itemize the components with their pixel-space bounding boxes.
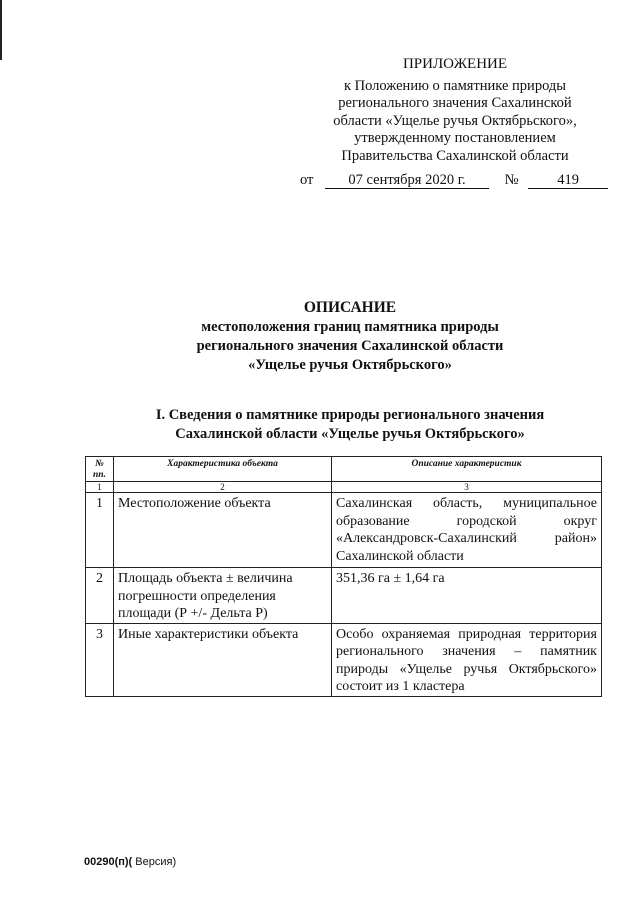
appendix-line: Правительства Сахалинской области xyxy=(341,147,569,164)
decree-reference xyxy=(300,172,608,189)
row-number: 1 xyxy=(86,493,114,568)
appendix-line: утвержденному постановлением xyxy=(354,130,556,146)
index-cell: 3 xyxy=(332,482,602,493)
appendix-title: ПРИЛОЖЕНИЕ xyxy=(402,56,508,72)
appendix-line: регионального значения Сахалинской xyxy=(338,95,572,111)
footer-code: 00290(п)( xyxy=(84,856,133,868)
header-number: № пп. xyxy=(86,457,114,482)
appendix-line: области «Ущелье ручья Октябрьского», xyxy=(333,112,577,129)
table-row xyxy=(86,623,602,696)
decree-date: 07 сентября 2020 г. xyxy=(325,172,489,189)
table-index-row xyxy=(86,482,602,493)
decree-from-label: от xyxy=(300,172,314,188)
appendix-block xyxy=(295,56,615,165)
row-description: 351,36 га ± 1,64 га xyxy=(332,568,602,624)
row-number: 3 xyxy=(86,623,114,696)
table-header-row xyxy=(86,457,602,482)
scan-edge-mark xyxy=(0,0,2,60)
document-title-line: местоположения границ памятника природы xyxy=(201,319,499,335)
appendix-line: к Положению о памятнике природы xyxy=(343,77,567,94)
document-title-main: ОПИСАНИЕ xyxy=(303,299,397,316)
index-cell: 2 xyxy=(114,482,332,493)
object-info-table xyxy=(85,456,602,697)
section-heading xyxy=(100,406,600,444)
decree-number: 419 xyxy=(528,172,608,189)
table-row xyxy=(86,568,602,624)
row-characteristic: Иные характеристики объекта xyxy=(114,623,332,696)
section-heading-line: Сахалинской области «Ущелье ручья Октябрьского» xyxy=(175,426,525,442)
footer-version-label: Версия) xyxy=(132,856,177,868)
index-cell: 1 xyxy=(86,482,114,493)
table-row xyxy=(86,493,602,568)
footer-version xyxy=(84,856,176,868)
decree-number-label: № xyxy=(504,172,519,188)
row-characteristic: Местоположение объекта xyxy=(114,493,332,568)
row-description: Особо охраняемая природная территория регионального значения – памятник природы «Ущелье ручья Октябрьского» состоит из 1 кластера xyxy=(332,623,602,696)
header-characteristic: Характеристика объекта xyxy=(114,457,332,482)
row-description: Сахалинская область, муниципальное образование городской округ «Александровск-Сахалинский район» Сахалинской области xyxy=(332,493,602,568)
header-description: Описание характеристик xyxy=(332,457,602,482)
document-title xyxy=(100,298,600,375)
document-title-line: «Ущелье ручья Октябрьского» xyxy=(248,357,452,373)
row-characteristic: Площадь объекта ± величина погрешности определения площади (Р +/- Дельта Р) xyxy=(114,568,332,624)
row-number: 2 xyxy=(86,568,114,624)
section-heading-line: I. Сведения о памятнике природы регионального значения xyxy=(155,407,545,423)
document-title-line: регионального значения Сахалинской области xyxy=(196,338,504,354)
